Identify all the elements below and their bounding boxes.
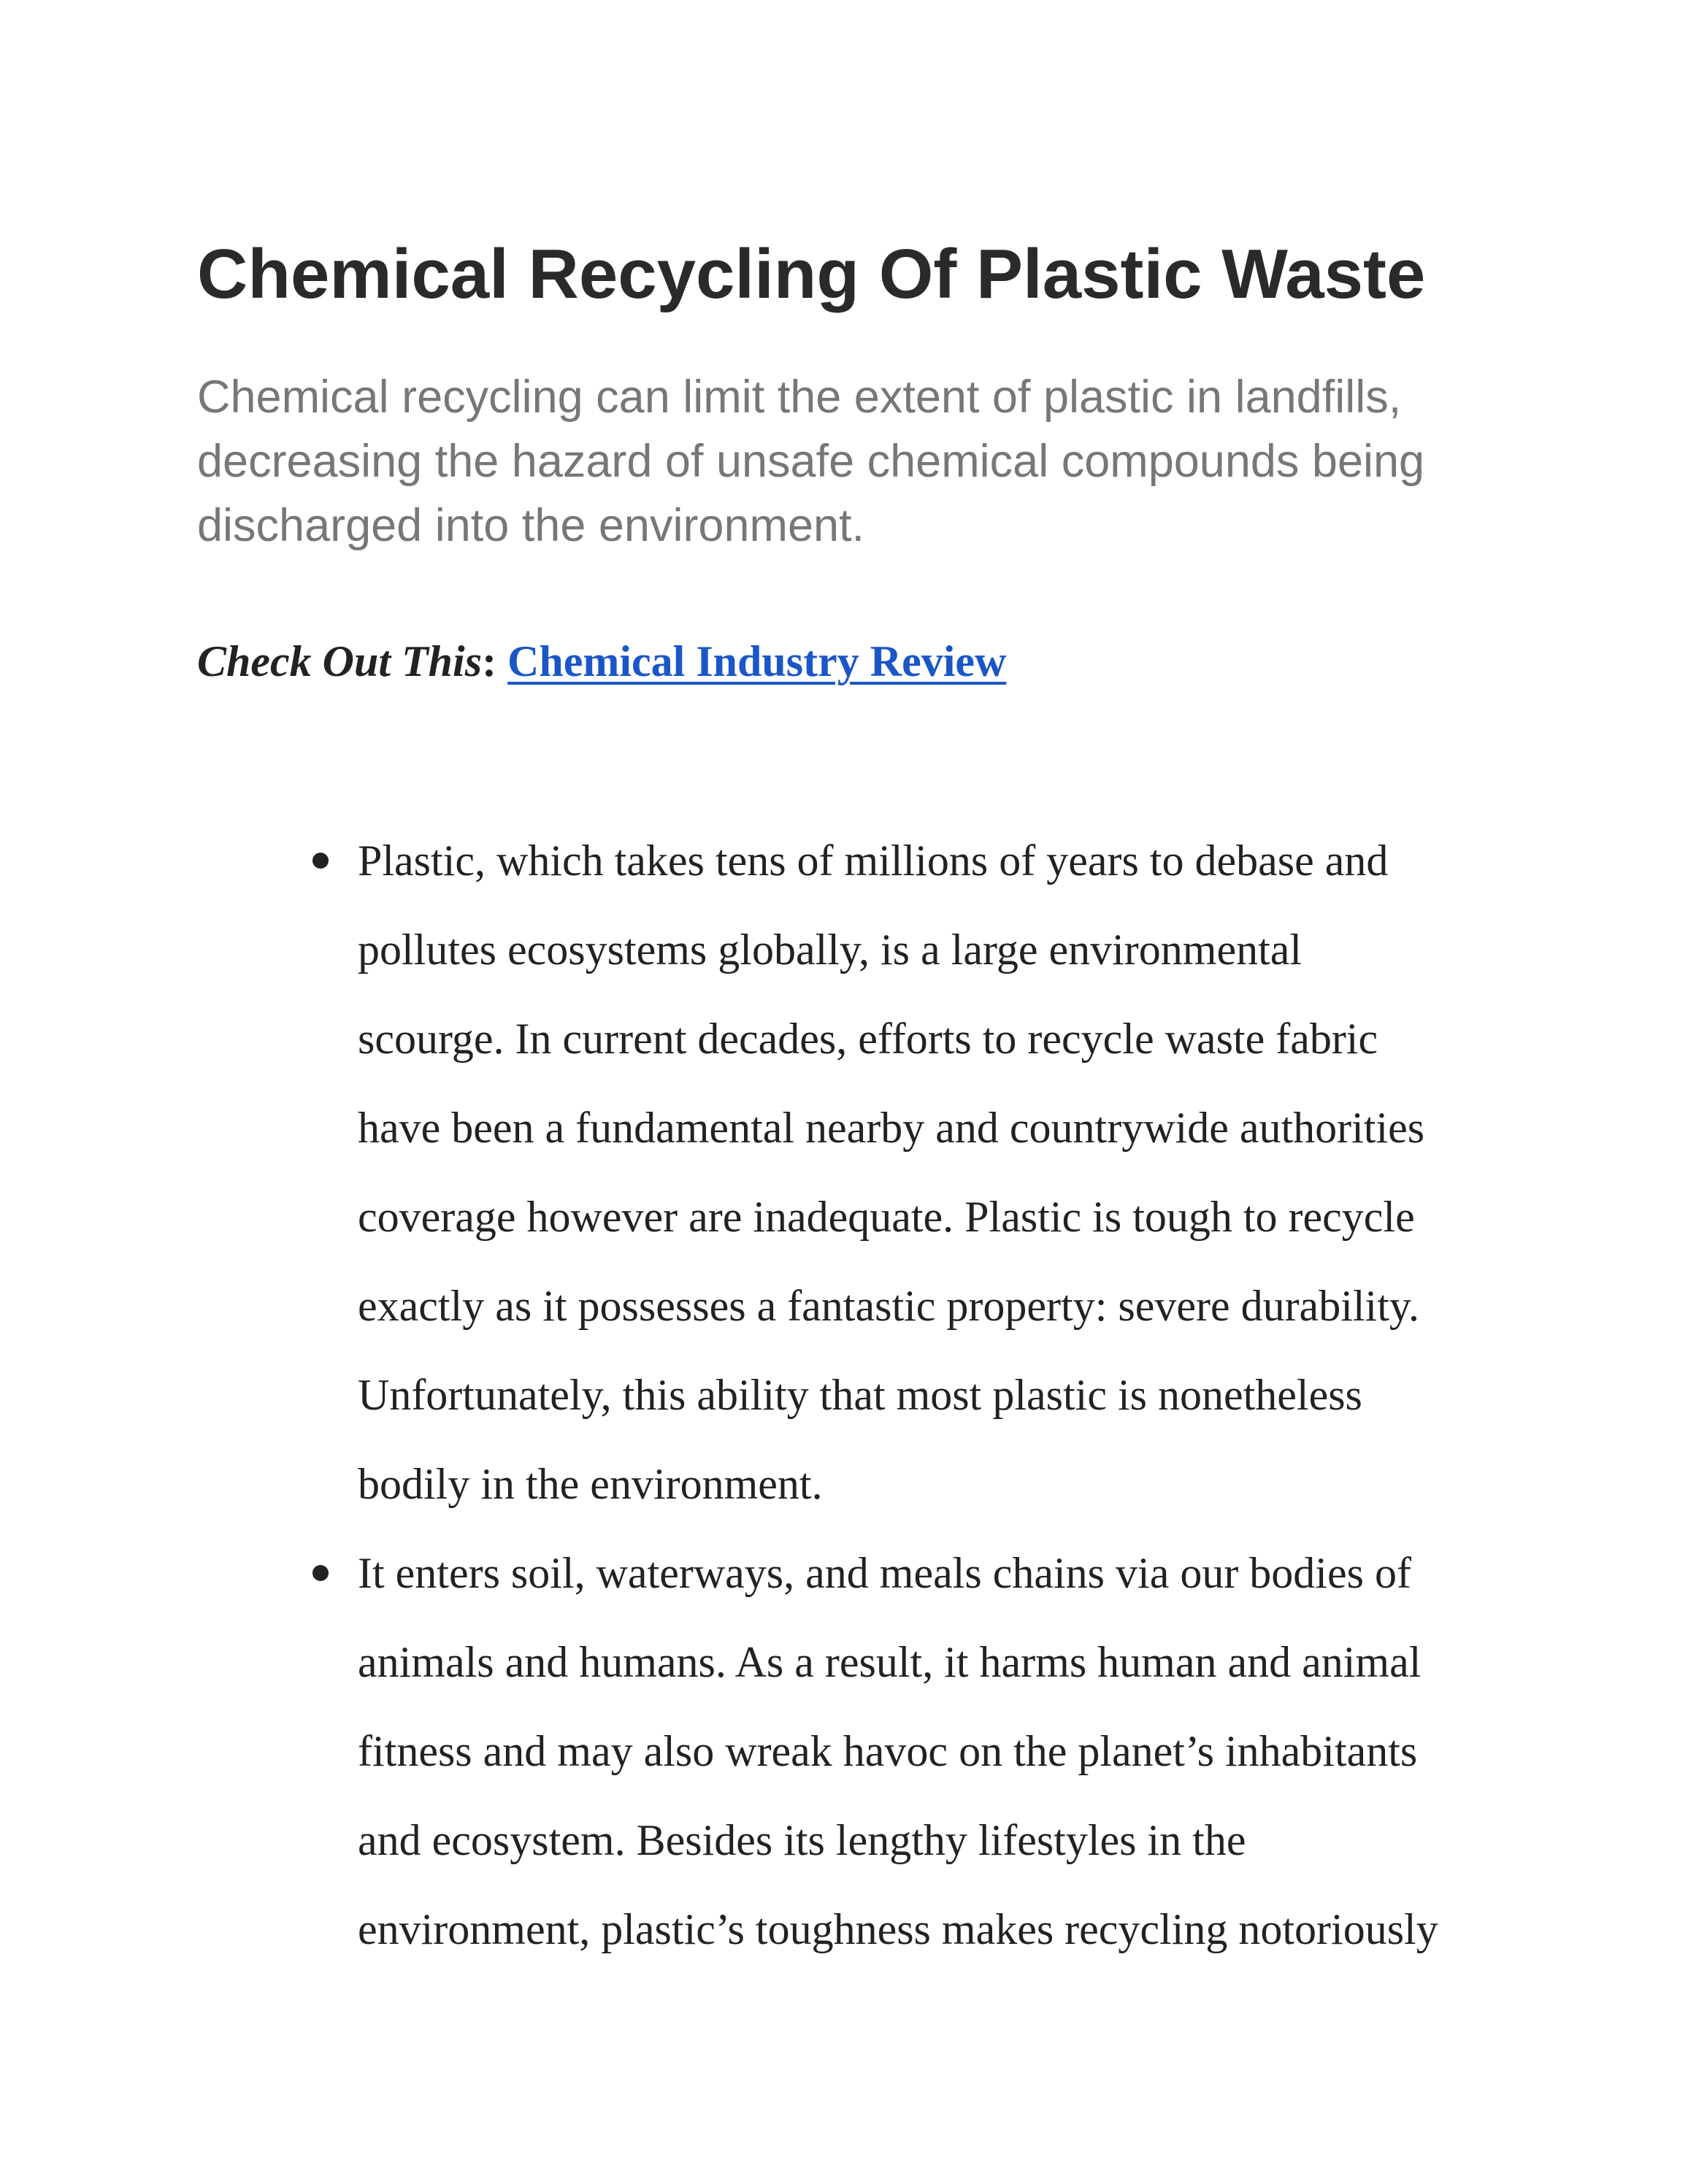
subtitle-line: decreasing the hazard of unsafe chemical compounds being [197, 436, 1425, 487]
bullet-icon [312, 1565, 329, 1581]
list-item-line: have been a fundamental nearby and countrywide authorities [358, 1104, 1425, 1152]
check-out-colon: : [482, 637, 497, 685]
bullet-icon [312, 853, 329, 869]
subtitle-line: Chemical recycling can limit the extent of plastic in landfills, [197, 372, 1402, 423]
article-subtitle [197, 365, 1497, 558]
list-item-line: coverage however are inadequate. Plastic is tough to recycle [358, 1193, 1415, 1241]
list-item-line: fitness and may also wreak havoc on the planet’s inhabitants [358, 1727, 1418, 1775]
list-item [0, 1529, 1438, 1974]
list-item-line: Unfortunately, this ability that most plastic is nonetheless [358, 1371, 1362, 1419]
subtitle-line: discharged into the environment. [197, 500, 865, 551]
list-item-line: exactly as it possesses a fantastic property: severe durability. [358, 1282, 1419, 1330]
bullet-list [0, 816, 1438, 1974]
list-item-line: scourge. In current decades, efforts to recycle waste fabric [358, 1015, 1378, 1063]
chemical-industry-review-link[interactable]: Chemical Industry Review [507, 637, 1007, 685]
list-item-line: It enters soil, waterways, and meals chains via our bodies of [358, 1549, 1411, 1597]
list-item-line: animals and humans. As a result, it harms human and animal [358, 1638, 1422, 1686]
check-out-label: Check Out This [197, 637, 483, 685]
list-item-line: Plastic, which takes tens of millions of years to debase and [358, 837, 1389, 885]
list-item-line: and ecosystem. Besides its lengthy lifestyles in the [358, 1816, 1246, 1864]
page-title: Chemical Recycling Of Plastic Waste [197, 235, 1426, 313]
list-item [0, 816, 1438, 1529]
list-item-line: environment, plastic’s toughness makes recycling notoriously [358, 1905, 1438, 1953]
list-item-line: pollutes ecosystems globally, is a large environmental [358, 926, 1303, 974]
list-item-line: bodily in the environment. [358, 1460, 823, 1508]
check-out-line [197, 632, 1006, 691]
